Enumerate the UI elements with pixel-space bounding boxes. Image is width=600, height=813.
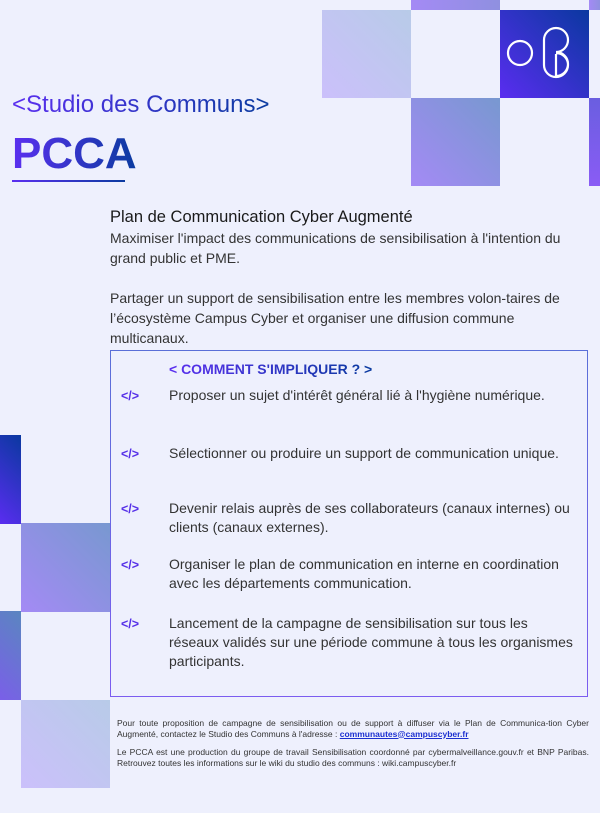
code-tag-icon: </> xyxy=(121,389,140,403)
intro-heading: Plan de Communication Cyber Augmenté xyxy=(110,208,413,226)
intro-section xyxy=(110,206,580,348)
contact-email-link[interactable]: communautes@campuscyber.fr xyxy=(339,728,469,739)
list-item-text: Sélectionner ou produire un support de communication unique. xyxy=(169,445,559,461)
code-tag-icon: </> xyxy=(121,617,140,631)
title-underline xyxy=(12,180,125,182)
decor-square xyxy=(21,700,110,788)
decor-square xyxy=(322,10,411,98)
decor-square xyxy=(411,0,500,10)
decor-square xyxy=(411,98,500,186)
decor-square xyxy=(589,0,600,10)
decor-square xyxy=(0,611,21,700)
credits-paragraph: Le PCCA est une production du groupe de travail Sensibilisation coordonné par cybermalveillance.gouv.fr et BNP Paribas. Retrouvez toutes les informations sur le wiki du studio des communs : wiki.campuscyber.fr xyxy=(117,747,589,768)
logo-tile xyxy=(500,10,589,98)
footer xyxy=(117,718,589,776)
list-item-text: Organiser le plan de communication en interne en coordination avec les départements communication. xyxy=(169,556,559,591)
intro-paragraph: Maximiser l'impact des communications de sensibilisation à l'intention du grand public et PME. xyxy=(110,230,561,266)
list-item-text: Devenir relais auprès de ses collaborateurs (canaux internes) ou clients (canaux externes). xyxy=(169,500,570,535)
involvement-title: < COMMENT S'IMPLIQUER ? > xyxy=(169,361,373,377)
contact-paragraph xyxy=(117,718,589,739)
code-tag-icon: </> xyxy=(121,558,140,572)
list-item-text: Proposer un sujet d'intérêt général lié à l'hygiène numérique. xyxy=(169,387,545,403)
campus-cyber-logo-icon xyxy=(500,10,589,98)
list-item-text: Lancement de la campagne de sensibilisation sur tous les réseaux validés sur une période commune à tous les organismes participants. xyxy=(169,615,573,669)
decor-square xyxy=(21,523,110,612)
intro-paragraph: Partager un support de sensibilisation entre les membres volon-taires de l’écosystème Campus Cyber et organiser une diffusion commune multicanaux. xyxy=(110,290,560,346)
involvement-box xyxy=(110,350,588,697)
decor-square xyxy=(0,435,21,524)
code-tag-icon: </> xyxy=(121,447,140,461)
decor-square xyxy=(589,98,600,186)
contact-text: Pour toute proposition de campagne de sensibilisation ou de support à diffuser via le Plan de Communica-tion Cyber Augmenté, contactez le Studio des Communs à l'adresse : xyxy=(117,718,589,739)
studio-label: <Studio des Communs> xyxy=(12,91,270,118)
page-title: PCCA xyxy=(12,129,137,178)
code-tag-icon: </> xyxy=(121,502,140,516)
